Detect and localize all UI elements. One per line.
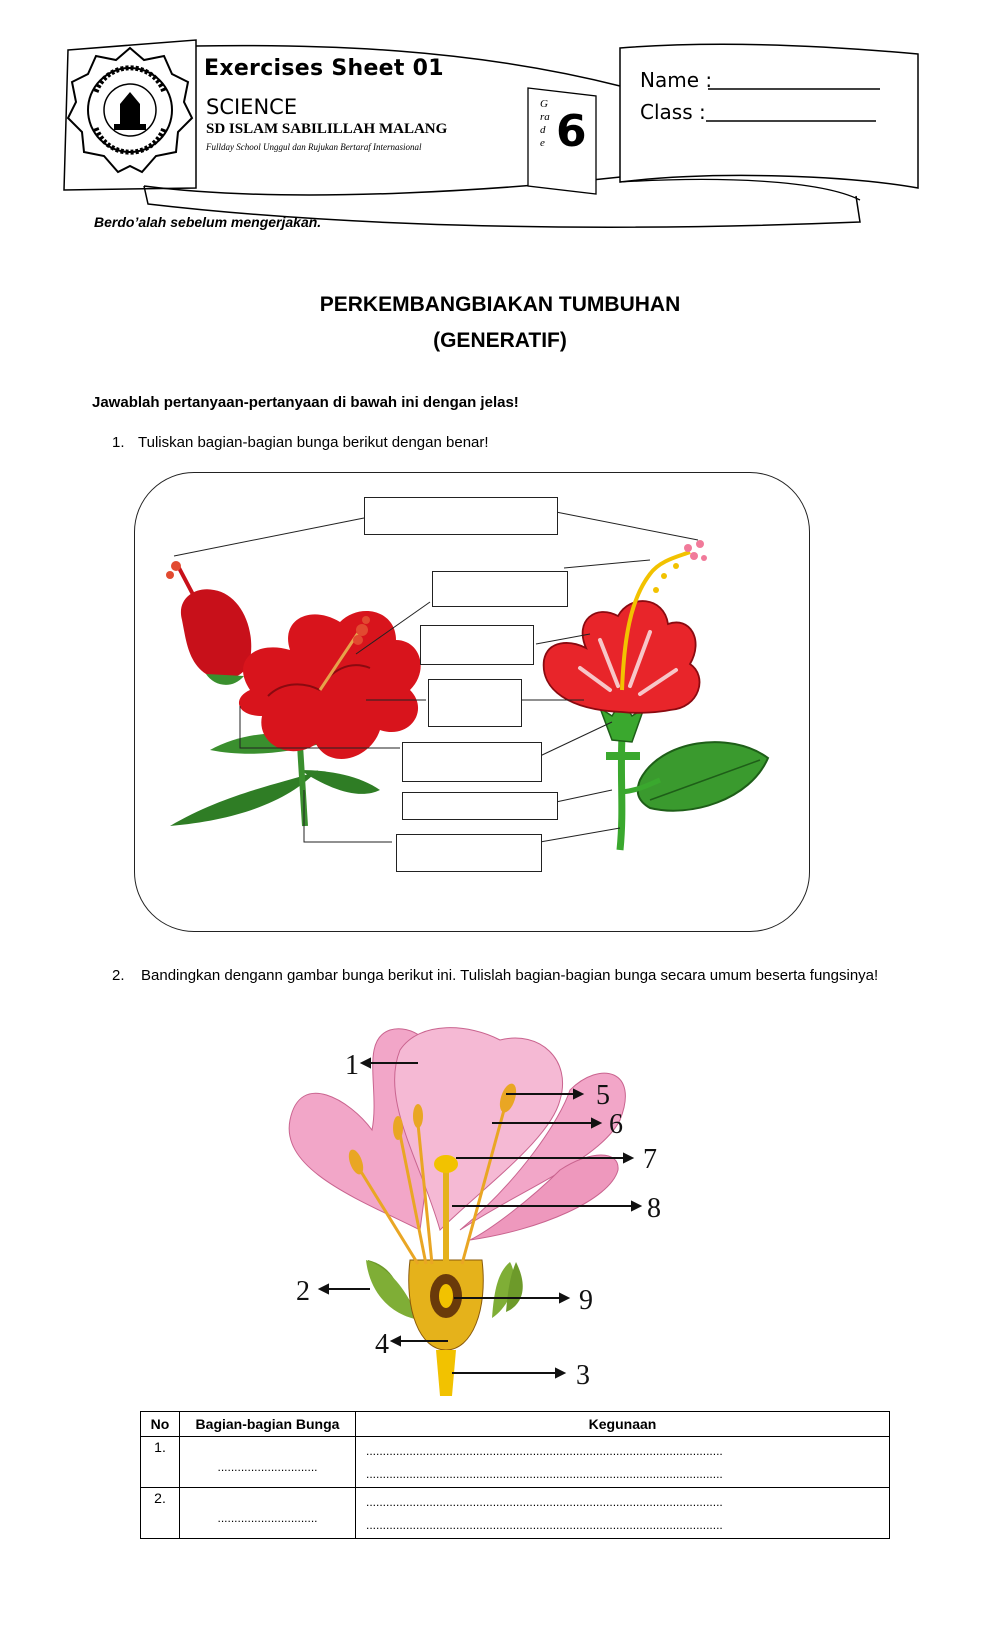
diagram-number-1: 1: [345, 1050, 359, 1081]
prayer-note: Berdo’alah sebelum mengerjakan.: [94, 214, 322, 230]
grade-label: Grade: [540, 98, 550, 149]
page-title-line1: PERKEMBANGBIAKAN TUMBUHAN: [319, 293, 681, 316]
question-1-number: 1.: [112, 434, 125, 451]
header-use: Kegunaan: [356, 1412, 890, 1437]
row-use-line[interactable]: ...........................................................................................................: [366, 1518, 723, 1532]
table-row: [141, 1437, 890, 1488]
page-title-line2: (GENERATIF): [433, 329, 567, 352]
grade-number: 6: [556, 106, 587, 157]
name-label: Name :: [640, 68, 713, 92]
sheet-title: Exercises Sheet 01: [204, 56, 444, 81]
question-1-text: Tuliskan bagian-bagian bunga berikut dengan benar!: [138, 434, 489, 451]
row-no: 2.: [141, 1488, 180, 1539]
question-2-text: Bandingkan dengann gambar bunga berikut ini. Tulislah bagian-bagian bunga secara umum beserta fungsinya!: [141, 967, 879, 984]
row-use-line[interactable]: ...........................................................................................................: [366, 1444, 723, 1458]
table-row: [141, 1488, 890, 1539]
diagram-number-4: 4: [375, 1329, 389, 1360]
subject-label: SCIENCE: [206, 95, 298, 119]
row-use-line[interactable]: ...........................................................................................................: [366, 1495, 723, 1509]
diagram-number-5: 5: [596, 1080, 610, 1111]
school-name: SD ISLAM SABILILLAH MALANG: [206, 121, 448, 137]
diagram-number-9: 9: [579, 1285, 593, 1316]
diagram-number-6: 6: [609, 1109, 623, 1140]
diagram-number-2: 2: [296, 1276, 310, 1307]
row-use-line[interactable]: ...........................................................................................................: [366, 1467, 723, 1481]
row-part-field[interactable]: ..............................: [180, 1488, 356, 1539]
row-part-field[interactable]: ..............................: [180, 1437, 356, 1488]
question-2-number: 2.: [112, 967, 125, 984]
diagram-number-3: 3: [576, 1360, 590, 1391]
school-tagline: Fullday School Unggul dan Rujukan Bertaraf Internasional: [206, 142, 422, 152]
row-no: 1.: [141, 1437, 180, 1488]
class-label: Class :: [640, 100, 706, 124]
instruction: Jawablah pertanyaan-pertanyaan di bawah ini dengan jelas!: [92, 394, 519, 411]
header-no: No: [141, 1412, 180, 1437]
table-header-row: [141, 1412, 890, 1437]
diagram-number-7: 7: [643, 1144, 657, 1175]
answer-table: [140, 1411, 890, 1539]
header-part: Bagian-bagian Bunga: [180, 1412, 356, 1437]
diagram-number-8: 8: [647, 1193, 661, 1224]
